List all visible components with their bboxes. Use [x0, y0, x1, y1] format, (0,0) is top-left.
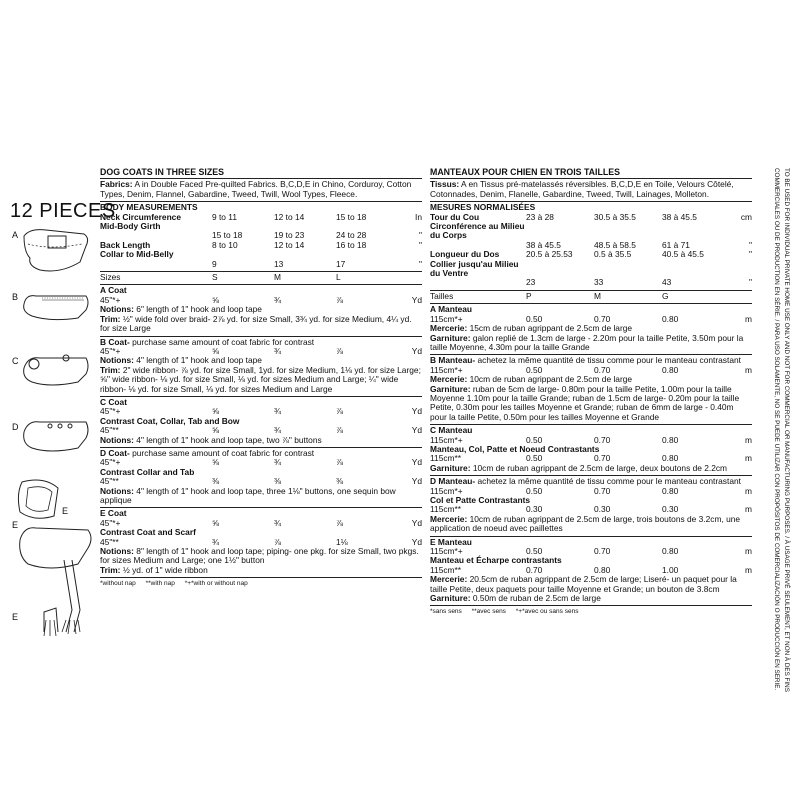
fr-notions-label: Mercerie: — [430, 323, 468, 334]
fr-section-head: A Manteau — [430, 304, 473, 315]
fr-measure-row-unit: " — [749, 249, 752, 260]
en-section-a — [100, 285, 422, 336]
en-yardage-row-value: ⅞ — [336, 294, 343, 305]
en-measure-row-unit: " — [419, 230, 422, 241]
en-yardage-row-value: ⅝ — [212, 406, 219, 417]
en-measure-row-value: 24 to 28 — [336, 230, 367, 241]
fr-yardage-row-unit: m — [745, 434, 752, 445]
en-measure-row-value: 12 to 14 — [274, 211, 305, 222]
en-contrast-row-value: ⅜ — [212, 476, 219, 487]
en-measure-row-label: Back Length — [100, 239, 151, 250]
en-measure-row-unit: In — [415, 211, 422, 222]
en-yardage-row-label: 45"*+ — [100, 457, 121, 468]
en-trim-text: 2" wide ribbon- ⅞ yd. for size Small, 1yd. for size Medium, 1⅛ yd. for size Large; ⅝" wide ribbon- ⅛ yd. for size Small, ⅛ yd. for sizes Medium and Large; ¼" wide ribbon- ⅛ yd. for size Small, ⅛ yd. for sizes Medium and Large — [100, 364, 421, 394]
fr-contrast-row-unit: m — [745, 504, 752, 515]
fr-yardage-row-value: 0.50 — [526, 485, 543, 496]
coat-e-sketch — [14, 520, 104, 640]
en-contrast-heading: Contrast Collar and Tab — [100, 466, 195, 477]
en-trim — [100, 366, 422, 394]
figure-label-a: A — [12, 230, 19, 240]
fr-trim — [430, 385, 752, 423]
fr-body-measurements — [430, 202, 752, 291]
fr-section-e — [430, 537, 752, 607]
fr-size-m: M — [594, 290, 601, 301]
en-measure-row-value — [274, 250, 336, 259]
en-notions-label: Notions: — [100, 355, 134, 366]
fr-notions-text: 15cm de ruban agrippant de 2.5cm de large — [469, 323, 633, 334]
fr-contrast-heading: Manteau et Écharpe contrastants — [430, 555, 562, 566]
en-sizes-row — [100, 273, 422, 282]
fr-measure-row-value — [594, 260, 662, 279]
figure-label-c: C — [12, 356, 19, 366]
fr-measure-row-unit: cm — [740, 211, 752, 222]
fr-yardage-row-unit: m — [745, 364, 752, 375]
en-measure-row-value — [212, 250, 274, 259]
figure-label-e2: E — [12, 520, 19, 530]
en-measure-row-value: 15 to 18 — [336, 211, 367, 222]
en-section-head-text: purchase same amount of coat fabric for contrast — [132, 336, 315, 347]
en-contrast-row-value: ⅞ — [336, 425, 343, 436]
fr-fabrics-label: Tissus: — [430, 179, 460, 190]
en-title: DOG COATS IN THREE SIZES — [100, 168, 422, 179]
fr-contrast-row-value: 0.30 — [526, 504, 543, 515]
en-measure-row-value: 9 — [212, 258, 217, 269]
fr-measure-row-unit: " — [749, 277, 752, 288]
fr-section-a — [430, 304, 752, 355]
fr-measure-row-value: 38 à 45.5 — [662, 211, 697, 222]
fr-measure-row-value: 23 — [526, 277, 536, 288]
en-notions-label: Notions: — [100, 434, 134, 445]
en-section-b — [100, 337, 422, 397]
fr-yardage-row-value: 0.80 — [662, 434, 679, 445]
fr-trim-label: Garniture: — [430, 332, 471, 343]
usage-notice-line: COMMERCIALES OU DE PRODUCTION EN SÉRIE. / PARA USO SOLAMENTE, NO SE PUEDE UTILIZAR CON PROPÓSITOS DE COMERCIALIZACIÓN O PRODUCCIÓN EN SERIE. — [773, 168, 780, 691]
en-measure-row — [100, 222, 422, 231]
fr-section-head: D Manteau- — [430, 476, 476, 487]
en-footnote: *+*with or without nap — [184, 580, 248, 588]
en-yardage-row-unit: Yd — [411, 457, 422, 468]
fr-measure-row-label: Longueur du Dos — [430, 249, 500, 260]
en-yardage-row-value: ⅝ — [212, 294, 219, 305]
fr-measure-row-value — [594, 222, 662, 241]
en-yardage-row-unit: Yd — [411, 406, 422, 417]
en-sizes-label: Sizes — [100, 272, 121, 283]
fr-contrast-row-value: 0.70 — [594, 453, 611, 464]
fr-measure-row-value: 0.5 à 35.5 — [594, 249, 632, 260]
en-contrast-row-value: ⅜ — [336, 476, 343, 487]
en-fabrics-label: Fabrics: — [100, 179, 133, 190]
fr-contrast-row-unit: m — [745, 453, 752, 464]
en-footnote: **with nap — [145, 580, 175, 588]
en-yardage-row-value: ¾ — [274, 517, 281, 528]
fr-measure-row-value: 33 — [594, 277, 604, 288]
figure-label-e3: E — [12, 612, 19, 622]
en-yardage-row-value: ¾ — [274, 294, 281, 305]
fr-section-head: E Manteau — [430, 536, 472, 547]
usage-notice-line: TO BE USED FOR INDIVIDUAL PRIVATE HOME USE ONLY AND NOT FOR COMMERCIAL OR MANUFACTURING PURPOSES. / À USAGE PRIVÉ SEULEMENT, ET NON À DES FINS — [783, 168, 790, 692]
fr-footnote: *sans sens — [430, 608, 462, 616]
fr-notions-text: 10cm de ruban agrippant de 2.5cm de large, trois boutons de 3.2cm, une application de noeud avec paillettes — [430, 513, 741, 534]
fr-measure-row-value: 30.5 à 35.5 — [594, 211, 636, 222]
fr-notions — [430, 515, 752, 534]
fr-yardage-row-value: 0.50 — [526, 434, 543, 445]
fr-measure-row-label: Circonférence au Milieu du Corps — [430, 221, 525, 241]
fr-section-head-text: achetez la même quantité de tissu comme pour le manteau contrastant — [477, 355, 741, 366]
fr-title: MANTEAUX POUR CHIEN EN TROIS TAILLES — [430, 168, 752, 179]
en-body-title: BODY MEASUREMENTS — [100, 202, 198, 213]
fr-section-c-heading — [430, 426, 752, 435]
en-notions-label: Notions: — [100, 304, 134, 315]
fr-contrast-row-unit: m — [745, 564, 752, 575]
en-measure-row-value: 19 to 23 — [274, 230, 305, 241]
en-measure-row-value — [336, 250, 398, 259]
fr-section-d-heading — [430, 477, 752, 486]
fr-contrast-row-value: 1.00 — [662, 564, 679, 575]
en-yardage-row-value: ⅝ — [212, 345, 219, 356]
fr-notions-label: Mercerie: — [430, 574, 468, 585]
fr-yardage-row-value: 0.50 — [526, 364, 543, 375]
fr-notions-label: Mercerie: — [430, 513, 468, 524]
fr-measure-row-value: 48.5 à 58.5 — [594, 239, 636, 250]
en-yardage-row-unit: Yd — [411, 517, 422, 528]
fr-notions-text: 10cm de ruban agrippant de 2.5cm de large — [469, 374, 633, 385]
en-measure-row-label — [100, 260, 212, 269]
en-section-head: A Coat — [100, 285, 127, 296]
fr-size-p: P — [526, 290, 532, 301]
coat-e-back-sketch — [14, 476, 64, 524]
en-notions-text: 4" length of 1" hook and loop tape — [136, 355, 262, 366]
fr-yardage-row-value: 0.70 — [594, 485, 611, 496]
en-section-d — [100, 448, 422, 508]
coat-c-sketch — [20, 350, 92, 390]
en-yardage-row-label: 45"*+ — [100, 517, 121, 528]
en-yardage-row-value: ¾ — [274, 457, 281, 468]
en-measure-row-value: 16 to 18 — [336, 239, 367, 250]
fr-yardage-row-value: 0.80 — [662, 546, 679, 557]
fr-trim — [430, 594, 752, 603]
en-yardage-row-value: ¾ — [274, 345, 281, 356]
en-trim — [100, 315, 422, 334]
en-yardage-row-value: ⅞ — [336, 517, 343, 528]
fr-section-a-heading — [430, 305, 752, 314]
fr-contrast-row-value: 0.70 — [526, 564, 543, 575]
fr-notions-label: Garniture: — [430, 462, 471, 473]
fr-section-b — [430, 355, 752, 425]
fr-yardage-row-value: 0.70 — [594, 313, 611, 324]
fr-yardage-row-label: 115cm*+ — [430, 434, 463, 445]
en-measure-row-value: 8 to 10 — [212, 239, 238, 250]
fr-measure-row — [430, 222, 752, 241]
en-yardage-row-value: ¾ — [274, 406, 281, 417]
fr-measure-row-value: 43 — [662, 277, 672, 288]
en-contrast-row-value: 1⅛ — [336, 536, 348, 547]
usage-notice — [758, 168, 794, 692]
fr-yardage-row-value: 0.80 — [662, 485, 679, 496]
fr-yardage-row-value: 0.50 — [526, 313, 543, 324]
fr-yardage-row-unit: m — [745, 485, 752, 496]
en-yardage-row-value: ⅞ — [336, 345, 343, 356]
english-column — [100, 168, 422, 589]
figure-label-d: D — [12, 422, 19, 432]
fr-yardage-row-label: 115cm*+ — [430, 546, 463, 557]
fr-contrast-heading: Manteau, Col, Patte et Noeud Contrastants — [430, 443, 600, 454]
fr-measure-row-value: 61 à 71 — [662, 239, 690, 250]
en-measure-row-value: 15 to 18 — [212, 230, 243, 241]
en-section-head: E Coat — [100, 508, 127, 519]
fr-measure-row-value: 38 à 45.5 — [526, 239, 561, 250]
en-contrast-heading: Contrast Coat and Scarf — [100, 527, 196, 538]
en-contrast-row-value: ⅝ — [212, 425, 219, 436]
fr-yardage-row-value: 0.80 — [662, 364, 679, 375]
fr-contrast-row-label: 115cm** — [430, 453, 462, 464]
en-notions — [100, 547, 422, 566]
fr-measure-row-value: 20.5 à 25.53 — [526, 249, 573, 260]
figure-label-e1: E — [62, 506, 69, 516]
fr-trim-text: 0.50m de ruban de 2.5cm de large — [472, 593, 601, 604]
fr-trim-label: Garniture: — [430, 383, 471, 394]
fr-yardage-row-unit: m — [745, 546, 752, 557]
fr-yardage-row-value: 0.80 — [662, 313, 679, 324]
en-measure-row — [100, 250, 422, 259]
fr-measure-row — [430, 260, 752, 279]
en-footnote: *without nap — [100, 580, 136, 588]
en-measure-row-label: Collar to Mid-Belly — [100, 249, 174, 260]
en-section-b-heading — [100, 338, 422, 347]
coat-a-sketch — [20, 222, 92, 278]
fr-trim — [430, 334, 752, 353]
en-trim — [100, 566, 422, 575]
coat-d-sketch — [20, 414, 92, 458]
fr-measure-row-value — [662, 260, 728, 279]
french-column — [430, 168, 752, 617]
en-yardage-row-unit: Yd — [411, 345, 422, 356]
en-contrast-row-value: ⅜ — [274, 476, 281, 487]
fr-contrast-row-label: 115cm** — [430, 504, 462, 515]
en-section-e-heading — [100, 509, 422, 518]
fr-yardage-row-label: 115cm*+ — [430, 364, 463, 375]
pieces-count: 12 PIECES — [10, 200, 116, 222]
en-size-s: S — [212, 272, 218, 283]
en-measure-row-value: 17 — [336, 258, 346, 269]
en-notions-label: Notions: — [100, 546, 134, 557]
en-trim-text: ½ yd. of 1" wide ribbon — [122, 564, 208, 575]
fr-measure-row-label: Collier jusqu'au Milieu du Ventre — [430, 258, 519, 279]
fr-section-head-text: achetez la même quantité de tissu comme pour le manteau contrastant — [477, 476, 741, 487]
en-measure-row-label: Mid-Body Girth — [100, 221, 161, 232]
fr-footnote: *+*avec ou sans sens — [515, 608, 579, 616]
en-contrast-heading: Contrast Coat, Collar, Tab and Bow — [100, 415, 240, 426]
fr-section-e-heading — [430, 538, 752, 547]
en-measure-row-unit: " — [419, 239, 422, 250]
en-measure-row — [100, 260, 422, 269]
fr-sizes-row — [430, 292, 752, 301]
en-notions-text: 4" length of 1" hook and loop tape, three 1⅛" buttons, one sequin bow applique — [100, 485, 396, 505]
en-section-head: B Coat- — [100, 336, 130, 347]
fr-notions-label: Mercerie: — [430, 374, 468, 385]
fr-measure-row-value: 40.5 à 45.5 — [662, 249, 704, 260]
fr-yardage-row-value: 0.70 — [594, 546, 611, 557]
en-yardage-row-unit: Yd — [411, 294, 422, 305]
fr-section-head: B Manteau- — [430, 355, 476, 366]
en-yardage-row-value: ⅞ — [336, 406, 343, 417]
en-notions — [100, 487, 422, 506]
fr-trim-text: ruban de 5cm de large- 0.80m pour la taille Petite, 1.00m pour la taille Moyenne 1.10m pour la taille Grande; ruban de 1.5cm de large- 0.20m pour la taille Petite, 0.30m pour les tailles Moyenne et Grande; ruban de 6mm de large - 0.40m pour la taille Petite, 0.50m pour les tailles Moyenne et Grande — [430, 383, 740, 422]
en-notions-text: 4" length of 1" hook and loop tape, two ⅞" buttons — [136, 434, 322, 445]
en-section-d-heading — [100, 449, 422, 458]
en-contrast-row-label: 45"** — [100, 536, 119, 547]
en-contrast-row-value: ⅞ — [274, 536, 281, 547]
fr-measure-row-unit — [728, 260, 752, 279]
en-contrast-row-unit: Yd — [411, 476, 422, 487]
en-notions-text: 6" length of 1" hook and loop tape — [136, 304, 262, 315]
fr-section-b-heading — [430, 356, 752, 365]
en-size-l: L — [336, 272, 341, 283]
fr-body-title: MESURES NORMALISÉES — [430, 202, 536, 213]
en-yardage-row-value: ⅝ — [212, 517, 219, 528]
en-yardage-row-value: ⅝ — [212, 457, 219, 468]
en-contrast-row-label: 45"** — [100, 476, 119, 487]
en-notions-text: 8" length of 1" hook and loop tape; piping- one pkg. for size Small, two pkgs. for sizes Medium and Large; one 1½" button — [100, 546, 419, 566]
fr-fabrics-text: A en Tissus pré-matelassés réversibles. B,C,D,E en Toile, Velours Côtelé, Cotonnades, Denim, Flanelle, Gabardine, Tweed, Twill, Lainages, Molleton. — [430, 179, 734, 199]
en-section-e — [100, 508, 422, 578]
en-contrast-row-label: 45"** — [100, 425, 119, 436]
fr-sizes-label: Tailles — [430, 290, 454, 301]
figure-label-b: B — [12, 292, 19, 302]
fr-footnotes — [430, 607, 752, 616]
fr-contrast-row-value: 0.30 — [594, 504, 611, 515]
fr-measure-row-value — [526, 260, 594, 279]
fr-footnote: **avec sens — [471, 608, 506, 616]
en-section-c-heading — [100, 398, 422, 407]
fr-contrast-row-value: 0.30 — [662, 504, 679, 515]
fr-measure-row-unit: " — [749, 239, 752, 250]
en-measure-row-value: 12 to 14 — [274, 239, 305, 250]
fr-notions — [430, 575, 752, 594]
fr-measure-row-value — [662, 222, 728, 241]
en-size-m: M — [274, 272, 281, 283]
en-notions — [100, 436, 422, 445]
en-yardage-row-label: 45"*+ — [100, 345, 121, 356]
fr-contrast-row-label: 115cm** — [430, 564, 462, 575]
en-fabrics-text: A in Double Faced Pre-quilted Fabrics. B,C,D,E in Chino, Corduroy, Cotton Types, Denim, Flannel, Gabardine, Tweed, Twill, Wool Types, Fleece. — [100, 179, 412, 199]
en-contrast-row-unit: Yd — [411, 536, 422, 547]
fr-measure-row-unit — [728, 222, 752, 241]
en-measure-row-unit: " — [419, 258, 422, 269]
fr-section-head: C Manteau — [430, 425, 473, 436]
fr-trim-label: Garniture: — [430, 593, 471, 604]
fr-measure-row-label: Tour du Cou — [430, 211, 480, 222]
en-notions-label: Notions: — [100, 485, 134, 496]
en-measure-row-value: 9 to 11 — [212, 211, 237, 222]
coat-b-sketch — [20, 288, 92, 324]
en-section-c — [100, 397, 422, 448]
fr-measure-row-value: 23 à 28 — [526, 211, 554, 222]
fr-contrast-heading: Col et Patte Contrastants — [430, 495, 531, 505]
en-trim-label: Trim: — [100, 564, 121, 575]
en-trim-label: Trim: — [100, 313, 121, 324]
en-yardage-row-label: 45"*+ — [100, 294, 121, 305]
fr-trim-text: galon replié de 1.3cm de large - 2.20m pour la taille Petite, 3.50m pour la taille Moyenne, 4.30m pour la taille Grande — [430, 332, 744, 352]
en-contrast-row-value: ¾ — [274, 425, 281, 436]
en-contrast-row-unit: Yd — [411, 425, 422, 436]
en-section-head-text: purchase same amount of coat fabric for contrast — [132, 447, 315, 458]
fr-measure-row — [430, 278, 752, 287]
fr-size-g: G — [662, 290, 669, 301]
fr-contrast-row-value: 0.80 — [662, 453, 679, 464]
en-footnotes — [100, 579, 422, 588]
fr-yardage-row-value: 0.70 — [594, 364, 611, 375]
fr-measure-row-label — [430, 278, 526, 287]
fr-notions-text: 10cm de ruban agrippant de 2.5cm de large, deux boutons de 2.2cm — [472, 462, 728, 473]
en-body-measurements — [100, 202, 422, 272]
en-measure-row-label: Neck Circumference — [100, 211, 181, 222]
en-section-a-heading — [100, 286, 422, 295]
fr-notions-text: 20.5cm de ruban agrippant de 2.5cm de large; Liseré- un paquet pour la taille Petite, deux paquets pour taille Moyenne et Grande; un bouton de 3.8cm — [430, 574, 737, 594]
en-yardage-row-value: ⅞ — [336, 457, 343, 468]
en-section-head: C Coat — [100, 396, 127, 407]
fr-yardage-row-label: 115cm*+ — [430, 313, 463, 324]
fr-section-c — [430, 425, 752, 476]
fr-contrast-row-value: 0.80 — [594, 564, 611, 575]
en-section-head: D Coat- — [100, 447, 130, 458]
fr-section-d — [430, 476, 752, 536]
fr-measure-row-value — [526, 222, 594, 241]
en-trim-label: Trim: — [100, 364, 121, 375]
fr-yardage-row-value: 0.50 — [526, 546, 543, 557]
en-measure-row-value: 13 — [274, 258, 284, 269]
fr-yardage-row-label: 115cm*+ — [430, 485, 463, 496]
en-trim-text: ½" wide fold over braid- 2⅞ yd. for size Small, 3¾ yd. for size Medium, 4¼ yd. for size Large — [100, 313, 412, 334]
fr-notions — [430, 464, 752, 473]
en-yardage-row-label: 45"*+ — [100, 406, 121, 417]
fr-yardage-row-value: 0.70 — [594, 434, 611, 445]
en-contrast-row-value: ¾ — [212, 536, 219, 547]
fr-contrast-row-value: 0.50 — [526, 453, 543, 464]
fr-yardage-row-unit: m — [745, 313, 752, 324]
